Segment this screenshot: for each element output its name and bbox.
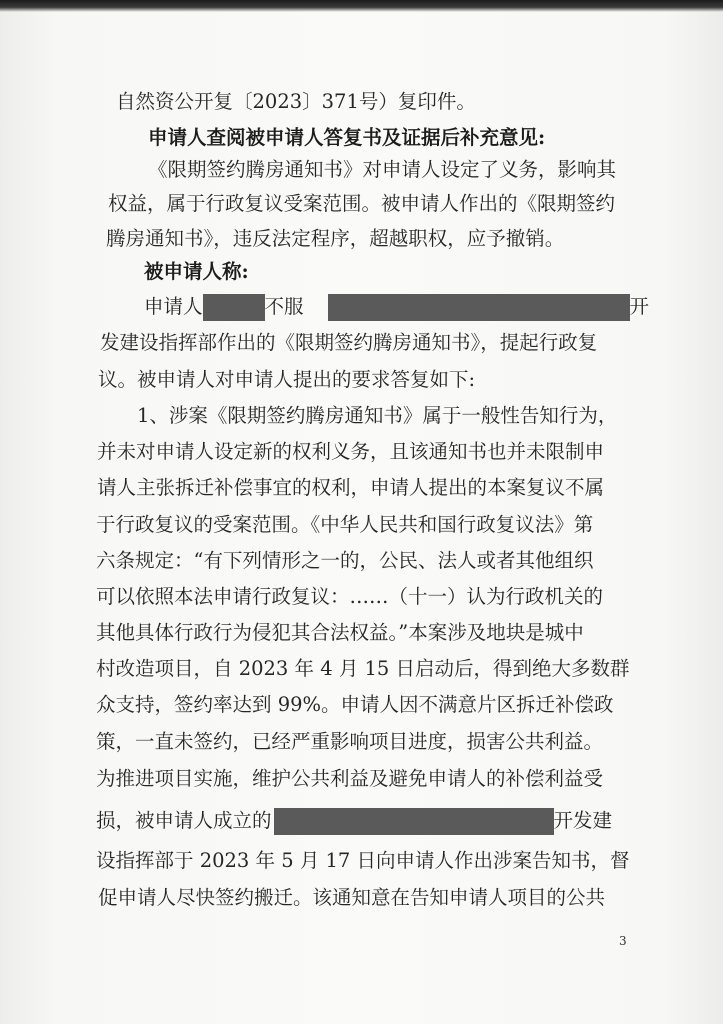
text-line: 《限期签约腾房通知书》对申请人设定了义务，影响其 [148, 158, 617, 181]
text-line: 村改造项目，自 2023 年 4 月 15 日启动后，得到绝大多数群 [96, 657, 630, 680]
redaction-block [203, 294, 265, 321]
scan-top-edge [0, 0, 723, 12]
text-line-redacted: 申请人 不服 开 [144, 292, 649, 322]
text-line: 1、涉案《限期签约腾房通知书》属于一般性告知行为， [137, 404, 618, 427]
text-line: 可以依照本法申请行政复议：……（十一）认为行政机关的 [96, 585, 604, 608]
text-line: 其他具体行政行为侵犯其合法权益。”本案涉及地块是城中 [96, 621, 584, 644]
page-number: 3 [619, 934, 627, 948]
text-line: 促申请人尽快签约搬迁。该通知意在告知申请人项目的公共 [98, 886, 606, 909]
text-line: 六条规定：“有下列情形之一的，公民、法人或者其他组织 [96, 549, 594, 572]
text-line: 策，一直未签约，已经严重影响项目进度，损害公共利益。 [96, 730, 604, 753]
text-line: 并未对申请人设定新的权利义务，且该通知书也并未限制申 [97, 440, 605, 463]
text-line: 于行政复议的受案范围。《中华人民共和国行政复议法》第 [96, 513, 594, 536]
text-line-redacted: 损，被申请人成立的 开发建 [96, 806, 612, 836]
text-line: 权益，属于行政复议受案范围。被申请人作出的《限期签约 [108, 192, 616, 215]
section-heading: 被申请人称: [144, 260, 249, 283]
text-line: 众支持，签约率达到 99%。申请人因不满意片区拆迁补偿政 [96, 693, 614, 716]
redaction-block [274, 808, 554, 835]
section-heading: 申请人查阅被申请人答复书及证据后补充意见: [148, 126, 546, 149]
text-line: 腾房通知书》，违反法定程序，超越职权，应予撤销。 [106, 227, 565, 250]
redaction-block [328, 294, 630, 321]
text-line: 自然资公开复〔2023〕371号）复印件。 [116, 90, 476, 113]
text-line: 发建设指挥部作出的《限期签约腾房通知书》，提起行政复 [100, 331, 598, 354]
text-line: 议。被申请人对申请人提出的要求答复如下: [98, 368, 476, 391]
text-line: 请人主张拆迁补偿事宜的权利，申请人提出的本案复议不属 [97, 476, 605, 499]
text-line: 为推进项目实施，维护公共利益及避免申请人的补偿利益受 [96, 767, 604, 790]
text-line: 设指挥部于 2023 年 5 月 17 日向申请人作出涉案告知书，督 [96, 849, 630, 872]
